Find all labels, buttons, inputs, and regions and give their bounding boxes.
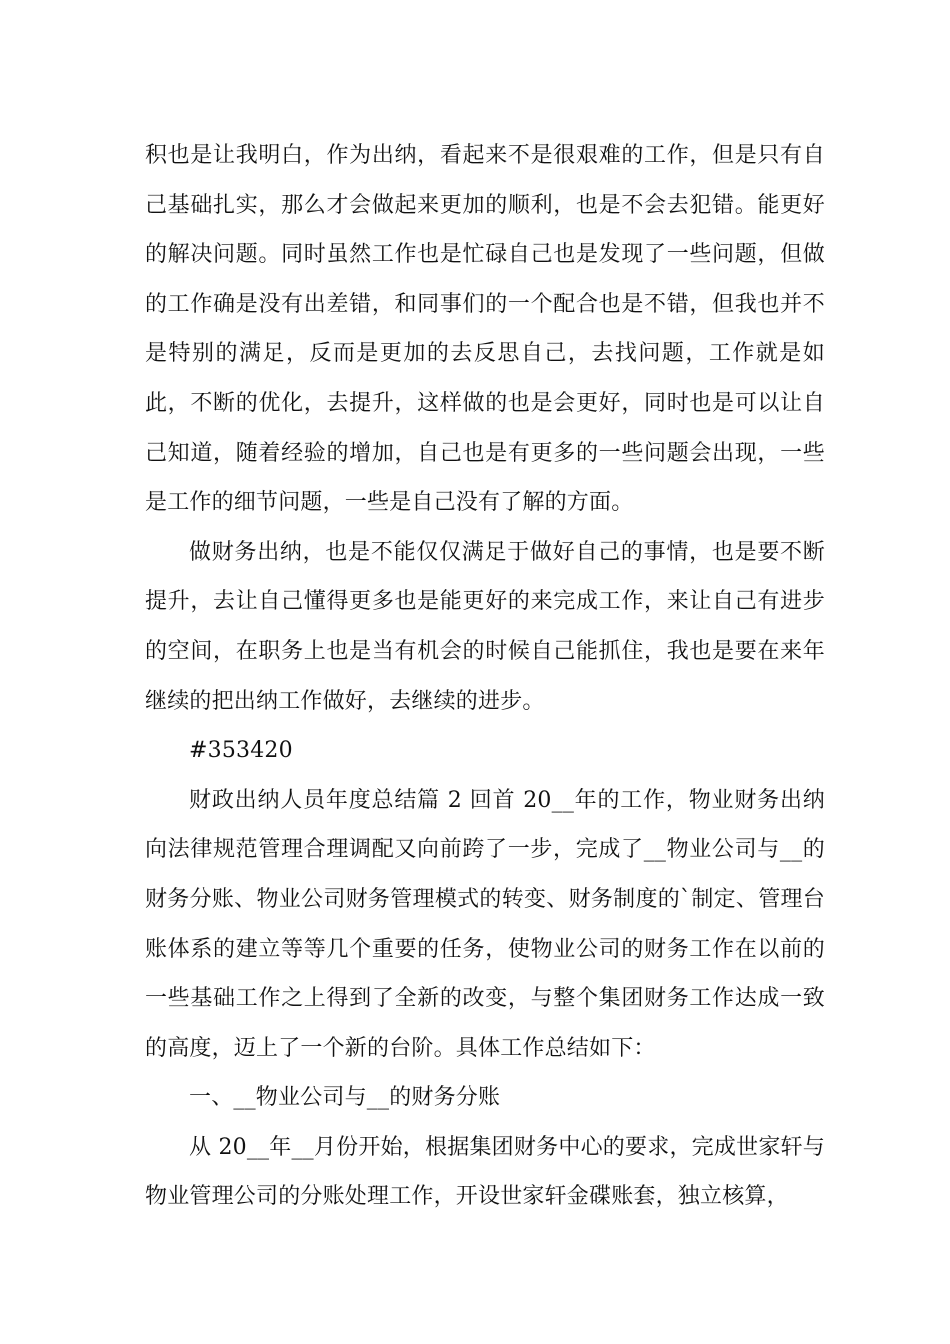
document-number: #353420 bbox=[189, 738, 293, 764]
paragraph-financial-separation-detail: 从 20__年__月份开始，根据集团财务中心的要求，完成世家轩与物业管理公司的分账处理工作，开设世家轩金碟账套，独立核算， bbox=[145, 1134, 825, 1210]
paragraph-continuation: 积也是让我明白，作为出纳，看起来不是很艰难的工作，但是只有自己基础扎实，那么才会做起来更加的顺利，也是不会去犯错。能更好的解决问题。同时虽然工作也是忙碌自己也是发现了一些问题，但做的工作确是没有出差错，和同事们的一个配合也是不错，但我也并不是特别的满足，反而是更加的去反思自己，去找问题，工作就是如此，不断的优化，去提升，这样做的也是会更好，同时也是可以让自己知道，随着经验的增加，自己也是有更多的一些问题会出现，一些是工作的细节问题，一些是自己没有了解的方面。 bbox=[145, 143, 825, 516]
paragraph-cashier-improvement: 做财务出纳，也是不能仅仅满足于做好自己的事情，也是要不断提升，去让自己懂得更多也是能更好的来完成工作，来让自己有进步的空间，在职务上也是当有机会的时候自己能抓住，我也是要在来年继续的把出纳工作做好，去继续的进步。 bbox=[145, 539, 825, 714]
document-body bbox=[145, 131, 825, 1222]
section-heading-financial-separation: 一、__物业公司与__的财务分账 bbox=[189, 1085, 501, 1111]
paragraph-annual-summary-intro: 财政出纳人员年度总结篇 2 回首 20__年的工作，物业财务出纳向法律规范管理合理调配又向前跨了一步，完成了__物业公司与__的财务分账、物业公司财务管理模式的转变、财务制度的`制定、管理台账体系的建立等等几个重要的任务，使物业公司的财务工作在以前的一些基础工作之上得到了全新的改变，与整个集团财务工作达成一致的高度，迈上了一个新的台阶。具体工作总结如下： bbox=[145, 787, 825, 1061]
